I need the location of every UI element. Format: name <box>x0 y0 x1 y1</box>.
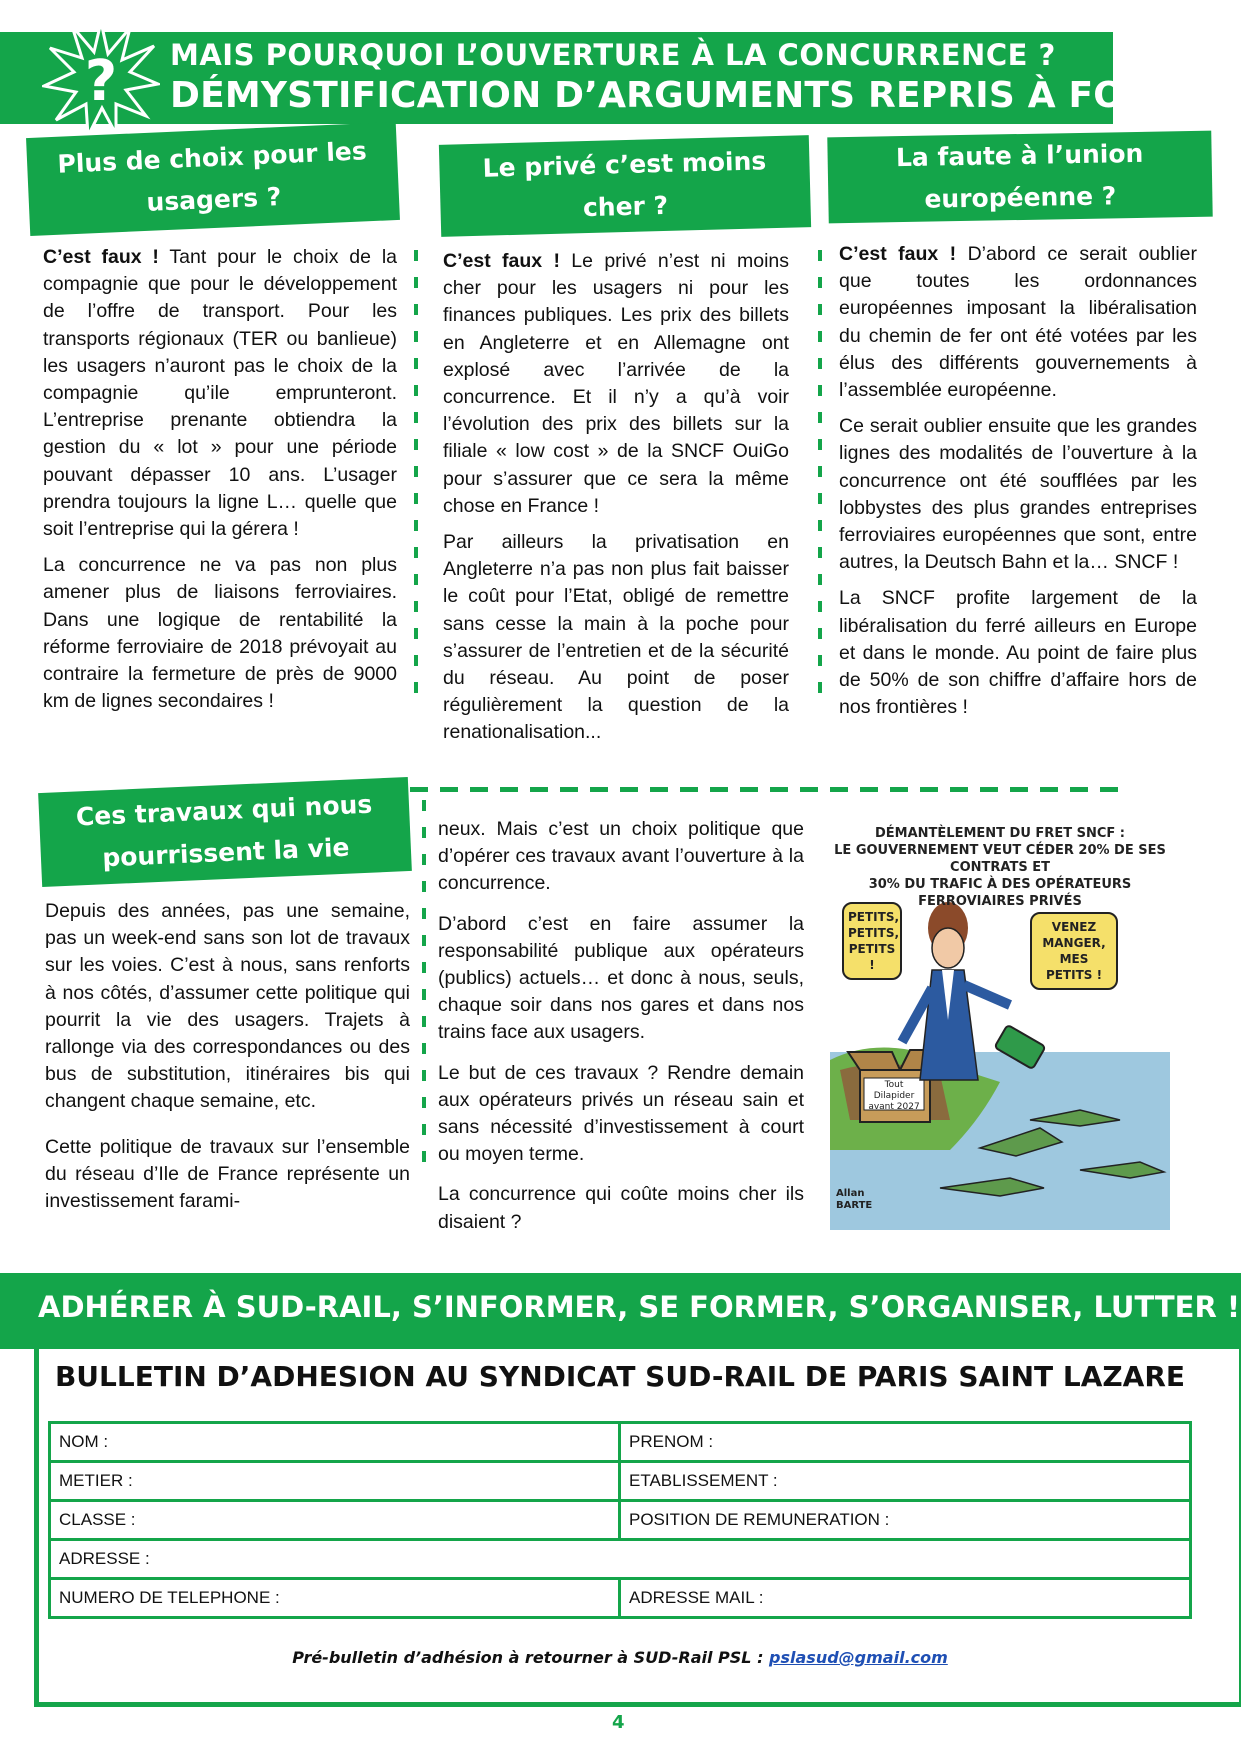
form-row <box>50 1501 1191 1540</box>
speech-bubble-right: VENEZ MANGER, MES PETITS ! <box>1030 912 1118 990</box>
form-row <box>50 1540 1191 1579</box>
col3-lead: C’est faux ! <box>839 243 957 265</box>
col5-paragraph-2: D’abord c’est en faire assumer la responsabilité publique aux opérateurs (publics) actuels… et donc à nous, seuls, chaque soir dans nos gares et dans nos trains face aux usagers. <box>438 912 804 1044</box>
col4-title-line1: Ces travaux qui nous <box>75 789 373 832</box>
col1-paragraph-2: La concurrence ne va pas non plus amener plus de liaisons ferroviaires. Dans une logique de rentabilité la réforme ferroviaire de 2018 prévoyait au contraire la fermeture de près de 9000 km de lignes secondaires ! <box>43 554 397 713</box>
svg-text:?: ? <box>84 49 118 114</box>
mail-field[interactable]: ADRESSE MAIL : <box>620 1579 1191 1618</box>
col2-lead: C’est faux ! <box>443 250 560 272</box>
col5-text <box>438 816 804 1245</box>
col3-paragraph-1 <box>839 241 1197 404</box>
header-subtitle: MAIS POURQUOI L’OUVERTURE À LA CONCURRENCE ? <box>170 38 1056 72</box>
col1-title-line1: Plus de choix pour les <box>56 136 368 179</box>
cartoon-caption <box>830 825 1170 910</box>
col-separator-1 <box>414 250 418 709</box>
col2-paragraph-2: Par ailleurs la privatisation en Angleterre n’a pas non plus fait baisser le coût pour l’Etat, obligé de remettre sans cesse la main à la poche pour s’assurer de l’entretien et de la sécurité du réseau. Au point de poser régulièrement la question de la renationalisation... <box>443 531 789 744</box>
col4-title <box>38 777 412 887</box>
col3-paragraph-3: La SNCF profite largement de la libéralisation du ferré ailleurs en Europe et dans le monde. Au point de faire plus de 50% de son chiffre d’affaire hors de nos frontières ! <box>839 587 1197 719</box>
question-burst-icon <box>42 20 160 138</box>
col2-title-line1: Le privé c’est moins <box>482 146 767 183</box>
col2-title-line2: cher ? <box>582 190 669 223</box>
col3-text <box>839 241 1197 730</box>
classe-field[interactable]: CLASSE : <box>50 1501 620 1540</box>
page-number: 4 <box>612 1712 625 1733</box>
col3-title <box>827 131 1212 224</box>
telephone-field[interactable]: NUMERO DE TELEPHONE : <box>50 1579 620 1618</box>
col1-paragraph-1 <box>43 244 397 543</box>
header-title: DÉMYSTIFICATION D’ARGUMENTS REPRIS À FOISON <box>170 75 1225 116</box>
col4-paragraph-2: Cette politique de travaux sur l’ensemble du réseau d’Ile de France représente un investissement farami- <box>45 1135 410 1213</box>
cartoon-caption-line3: 30% DU TRAFIC À DES OPÉRATEURS FERROVIAIRES PRIVÉS <box>868 877 1132 909</box>
cartoon-caption-line2: LE GOUVERNEMENT VEUT CÉDER 20% DE SES CONTRATS ET <box>834 843 1166 875</box>
horizontal-divider <box>380 787 1122 792</box>
col3-paragraph-2: Ce serait oublier ensuite que les grandes lignes des modalités de l’ouverture à la concurrence ont été soufflées par les lobbystes des plus grandes entreprises ferroviaires européennes que sont, entre autres, la Deutsch Bahn et la… SNCF ! <box>839 415 1197 574</box>
join-slogan: ADHÉRER À SUD-RAIL, S’INFORMER, SE FORMER, S’ORGANISER, LUTTER ! <box>38 1290 1241 1324</box>
speech-bubble-left: PETITS, PETITS, PETITS ! <box>842 902 902 980</box>
form-row <box>50 1462 1191 1501</box>
col4-title-line2: pourrissent la vie <box>101 832 351 873</box>
cartoon-caption-line1: DÉMANTÈLEMENT DU FRET SNCF : <box>875 826 1125 841</box>
metier-field[interactable]: METIER : <box>50 1462 620 1501</box>
form-row <box>50 1579 1191 1618</box>
position-field[interactable]: POSITION DE REMUNERATION : <box>620 1501 1191 1540</box>
col2-p1-text: Le privé n’est ni moins cher pour les usagers ni pour les finances publiques. Les prix des billets en Angleterre et en Allemagne ont explosé avec l’arrivée de la concurrence. Et il n’y a qu’à voir l’évolution des prix des billets sur la filiale « low cost » de la SNCF OuiGo pour s’assurer que ce sera la même chose en France ! <box>443 250 789 517</box>
col1-lead: C’est faux ! <box>43 246 159 268</box>
col2-text <box>443 248 789 756</box>
col5-paragraph-1: neux. Mais c’est un choix politique que d’opérer ces travaux avant l’ouverture à la concurrence. <box>438 818 804 895</box>
form-note-text: Pré-bulletin d’adhésion à retourner à SUD-Rail PSL : <box>292 1648 770 1667</box>
col1-text <box>43 244 397 724</box>
form-note <box>34 1648 1206 1667</box>
col3-p1-text: D’abord ce serait oublier que toutes les ordonnances européennes imposant la libéralisation du chemin de fer ont été votées par les élus des différents gouvernements à l’assemblée européenne. <box>839 243 1198 402</box>
col3-title-line1: La faute à l’union <box>895 138 1144 173</box>
col4-text <box>45 898 410 1224</box>
col3-title-line2: européenne ? <box>924 181 1117 214</box>
col2-title <box>439 135 811 237</box>
col5-paragraph-3: Le but de ces travaux ? Rendre demain aux opérateurs privés un réseau sain et sans nécessité d’investissement à court ou moyen terme. <box>438 1061 804 1166</box>
col4-paragraph-1: Depuis des années, pas une semaine, pas un week-end sans son lot de travaux sur les voies. C’est à nous, sans renforts à nos côtés, d’assumer cette politique qui pourrit la vie des usagers. Trajets à rallonge via des correspondances ou des bus de substitution, itinéraires bis qui changent chaque semaine, etc. <box>45 900 410 1113</box>
col1-title <box>26 122 400 236</box>
membership-form-title: BULLETIN D’ADHESION AU SYNDICAT SUD-RAIL DE PARIS SAINT LAZARE <box>54 1360 1186 1393</box>
form-row <box>50 1423 1191 1462</box>
col5-paragraph-4: La concurrence qui coûte moins cher ils disaient ? <box>438 1183 804 1233</box>
col1-title-line2: usagers ? <box>145 182 282 217</box>
prenom-field[interactable]: PRENOM : <box>620 1423 1191 1462</box>
contact-email-link[interactable]: pslasud@gmail.com <box>769 1648 948 1667</box>
cartoon-signature: Allan BARTE <box>836 1188 873 1211</box>
col1-p1-text: Tant pour le choix de la compagnie que pour le développement de l’offre de transport. Pour les transports régionaux (TER ou banlieue) les usagers n’auront pas le choix de la compagnie qu’ile emprunteront. L’entreprise prenante obtiendra la gestion du « lot » pour une période pouvant dépasser 10 ans. L’usager prendra toujours la ligne L… quelle que soit l’entreprise qui la gérera ! <box>43 246 398 541</box>
adresse-field[interactable]: ADRESSE : <box>50 1540 1191 1579</box>
etablissement-field[interactable]: ETABLISSEMENT : <box>620 1462 1191 1501</box>
nom-field[interactable]: NOM : <box>50 1423 620 1462</box>
col2-paragraph-1 <box>443 248 789 520</box>
col-separator-2 <box>818 250 822 709</box>
cartoon-box-label: Tout Dilapider avant 2027 <box>868 1080 920 1112</box>
col-separator-3 <box>422 800 426 1178</box>
membership-form-table <box>48 1421 1192 1619</box>
